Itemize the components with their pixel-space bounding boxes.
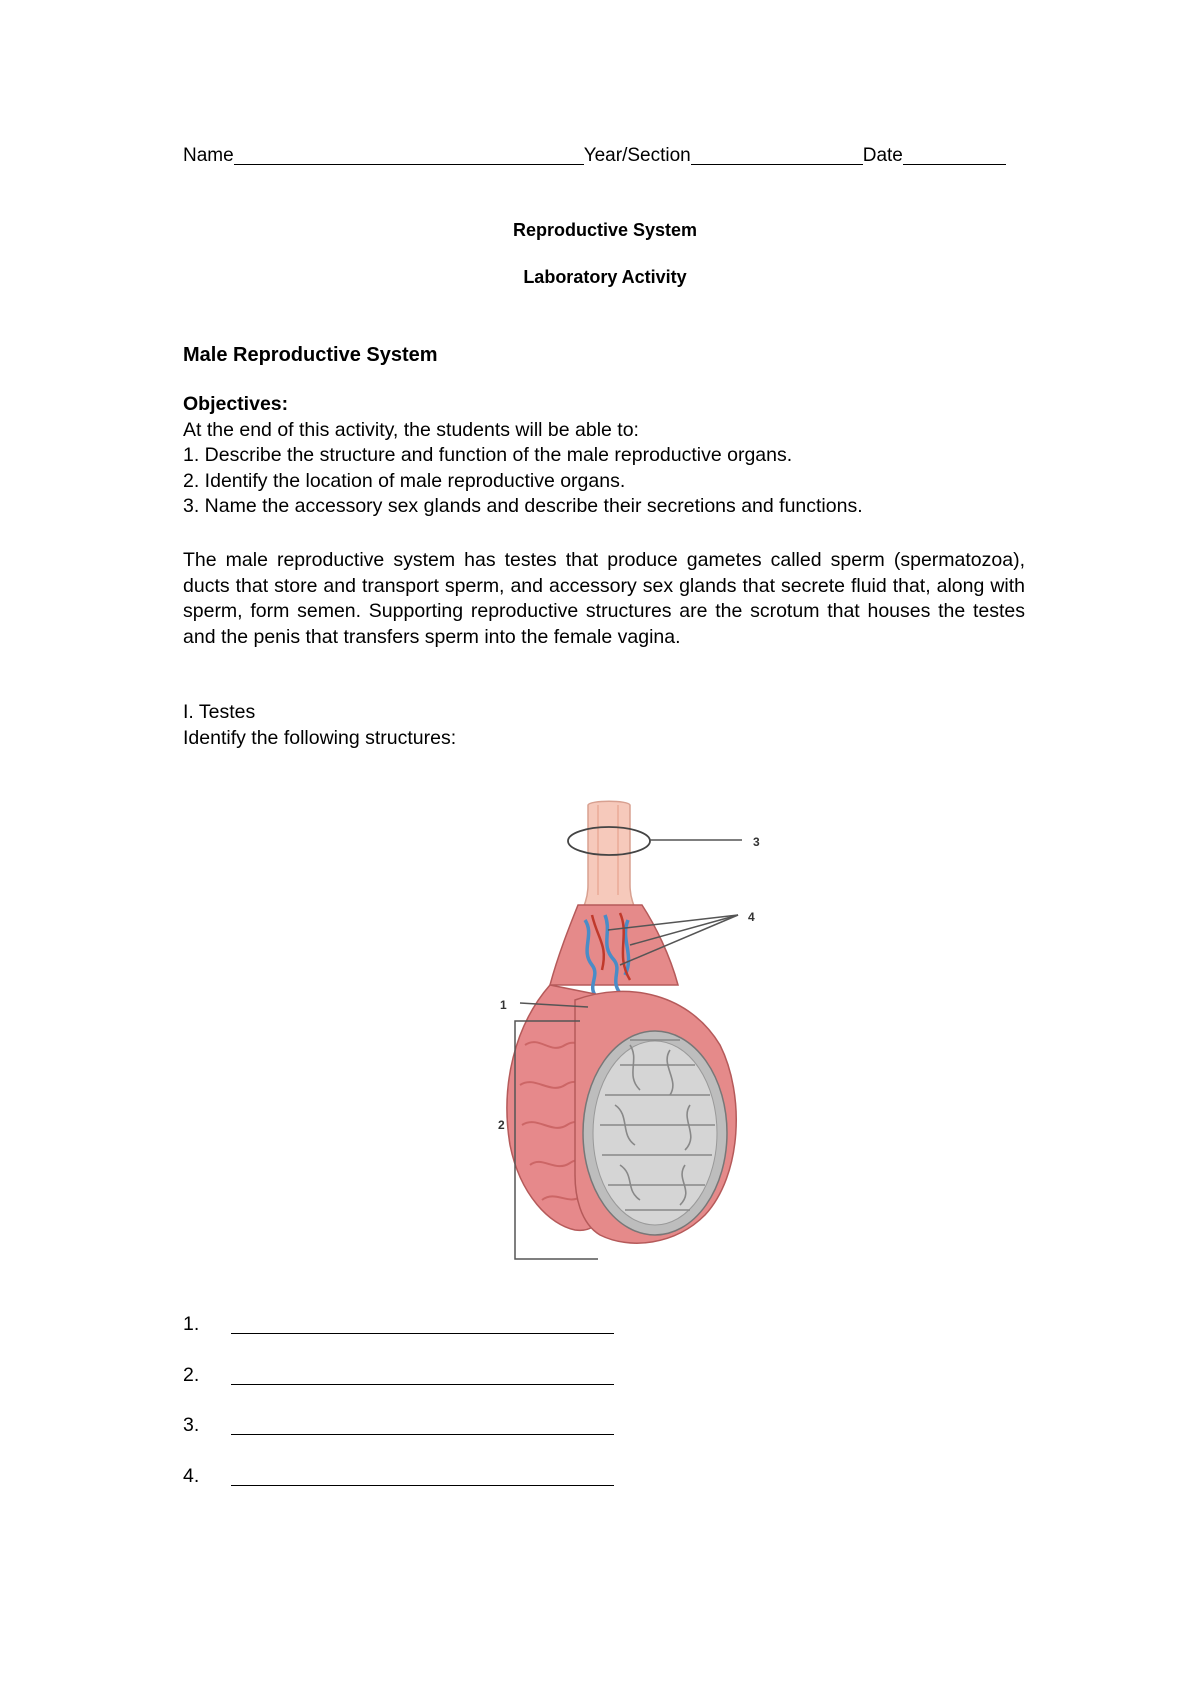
label-2: 2 xyxy=(498,1118,505,1132)
answer-number: 2. xyxy=(183,1364,200,1386)
answer-number: 4. xyxy=(183,1465,200,1487)
answer-row xyxy=(183,1313,614,1336)
part-heading-block xyxy=(183,700,456,751)
header-line xyxy=(183,145,1021,167)
date-label: Date xyxy=(862,145,903,166)
label-1: 1 xyxy=(500,998,507,1012)
answer-row xyxy=(183,1465,614,1488)
objective-item: 1. Describe the structure and function of the male reproductive organs. xyxy=(183,444,793,466)
label-3: 3 xyxy=(753,835,760,849)
objectives-block xyxy=(183,392,1023,520)
answer-blank[interactable] xyxy=(231,1414,614,1435)
section-heading: Male Reproductive System xyxy=(183,344,438,366)
label-4: 4 xyxy=(748,910,755,924)
intro-paragraph: The male reproductive system has testes that produce gametes called sperm (spermatozoa), ducts that store and transport sperm, and accessory sex glands that secrete fluid that, along with sperm, form semen. Supporting reproductive structures are the scrotum that houses the testes and the penis that transfers sperm into the female vagina. xyxy=(183,549,1025,648)
answer-row xyxy=(183,1414,614,1437)
objective-item: 2. Identify the location of male reproductive organs. xyxy=(183,469,626,492)
name-blank[interactable] xyxy=(234,145,584,165)
answer-blank[interactable] xyxy=(231,1465,614,1486)
answer-blank[interactable] xyxy=(231,1313,614,1334)
part-instruction: Identify the following structures: xyxy=(183,726,457,749)
page-title: Reproductive System xyxy=(512,220,698,240)
answer-number: 1. xyxy=(183,1313,200,1335)
pampiniform-region xyxy=(550,905,678,985)
objectives-label: Objectives: xyxy=(183,393,289,415)
testis-diagram xyxy=(480,795,820,1275)
section-blank[interactable] xyxy=(691,145,863,165)
answer-row xyxy=(183,1364,614,1387)
answer-blank[interactable] xyxy=(231,1364,614,1385)
section-label: Year/Section xyxy=(583,145,691,166)
date-blank[interactable] xyxy=(903,145,1006,165)
page-subtitle: Laboratory Activity xyxy=(523,267,687,287)
answer-number: 3. xyxy=(183,1414,200,1436)
testis-inner xyxy=(593,1041,717,1225)
objective-item: 3. Name the accessory sex glands and describe their secretions and functions. xyxy=(183,495,863,517)
name-label: Name xyxy=(183,145,234,166)
objectives-intro: At the end of this activity, the students will be able to: xyxy=(183,418,639,441)
part-heading: I. Testes xyxy=(183,701,256,723)
